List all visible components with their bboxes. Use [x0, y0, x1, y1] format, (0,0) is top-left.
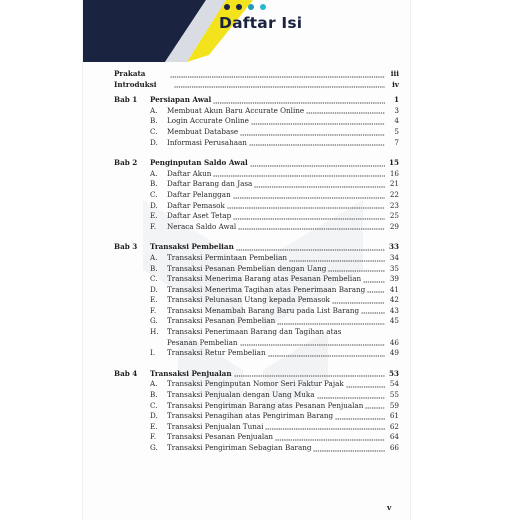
toc-item-page: 41 [389, 284, 399, 294]
toc-item-page: 34 [389, 252, 399, 262]
toc-chapter-row [114, 242, 399, 253]
toc-leader [233, 218, 385, 220]
toc-item-title: Membuat Akun Baru Accurate Online [167, 105, 305, 115]
toc-item-row-cont [114, 338, 399, 349]
toc-item-letter: A. [150, 168, 158, 178]
toc-item-title: Informasi Perusahaan [167, 137, 247, 147]
toc-prelim-label: Introduksi [114, 79, 157, 89]
toc-chapter-number: Bab 1 [114, 95, 138, 105]
dot-4 [260, 4, 266, 10]
toc-leader [250, 165, 385, 167]
page-number: v [387, 503, 392, 512]
toc-item-letter: F. [150, 305, 157, 315]
toc-item-title: Membuat Database [167, 126, 239, 136]
toc-item-letter: A. [150, 379, 158, 389]
dot-2 [236, 4, 242, 10]
toc-item-title: Transaksi Menerima Tagihan atas Penerimaan Barang [167, 284, 366, 294]
toc-item-title: Login Accurate Online [167, 116, 249, 126]
table-of-contents [114, 69, 399, 459]
toc-item-letter: F. [150, 221, 157, 231]
toc-item-title: Daftar Aset Tetap [167, 211, 232, 221]
toc-item-row [114, 432, 399, 443]
toc-gap [114, 454, 399, 459]
toc-prelim-row [114, 80, 399, 91]
toc-item-letter: A. [150, 252, 158, 262]
toc-item-letter: C. [150, 400, 158, 410]
toc-item-letter: C. [150, 126, 158, 136]
toc-item-title: Transaksi Pengiriman Sebagian Barang [167, 443, 312, 452]
toc-item-letter: E. [150, 295, 158, 305]
toc-leader [335, 418, 385, 420]
toc-item-page: 4 [394, 116, 399, 126]
header-dots [224, 4, 266, 10]
toc-item-row [114, 411, 399, 422]
toc-leader [213, 102, 385, 104]
toc-item-title: Daftar Barang dan Jasa [167, 179, 253, 189]
toc-item-letter: D. [150, 411, 158, 421]
toc-item-row [114, 401, 399, 412]
toc-item-title: Daftar Pemasok [167, 200, 225, 210]
toc-item-page: 64 [389, 432, 399, 442]
toc-item-row [114, 127, 399, 138]
toc-chapter-number: Bab 2 [114, 158, 138, 168]
toc-item-row [114, 379, 399, 390]
toc-item-page: 5 [394, 126, 399, 136]
toc-item-row [114, 327, 399, 338]
toc-item-letter: E. [150, 211, 158, 221]
toc-item-title: Transaksi Penjualan Tunai [167, 421, 264, 431]
toc-item-title: Transaksi Pelunasan Utang kepada Pemasok [167, 295, 330, 305]
toc-item-title: Transaksi Penginputan Nomor Seri Faktur Pajak [167, 379, 344, 389]
toc-chapter-page: 53 [388, 368, 399, 378]
toc-item-title: Transaksi Penerimaan Barang dan Tagihan atas [167, 327, 342, 337]
toc-item-row [114, 306, 399, 317]
toc-item-page: 54 [389, 379, 399, 389]
toc-chapter-row [114, 158, 399, 169]
toc-prelim-label: Prakata [114, 69, 146, 78]
toc-chapter-row [114, 95, 399, 106]
toc-item-page: 35 [389, 263, 399, 273]
toc-leader [240, 344, 385, 346]
toc-item-row [114, 106, 399, 117]
toc-item-row [114, 190, 399, 201]
toc-item-letter: G. [150, 443, 158, 452]
toc-item-title: Transaksi Retur Pembelian [167, 348, 266, 358]
toc-item-page: 7 [394, 137, 399, 147]
toc-item-page: 45 [389, 316, 399, 326]
toc-item-row [114, 201, 399, 212]
toc-prelim-page: iv [392, 79, 399, 89]
dot-1 [224, 4, 230, 10]
toc-item-title: Transaksi Menambah Barang Baru pada List Barang [167, 305, 360, 315]
toc-item-title: Neraca Saldo Awal [167, 221, 237, 231]
toc-item-letter: B. [150, 263, 158, 273]
toc-leader [365, 407, 385, 409]
toc-item-row [114, 179, 399, 190]
toc-leader [249, 144, 385, 146]
toc-item-title: Daftar Akun [167, 168, 212, 178]
toc-leader [275, 439, 385, 441]
toc-leader [254, 186, 385, 188]
toc-chapter-number: Bab 3 [114, 242, 138, 252]
toc-chapter-page: 33 [388, 242, 399, 252]
toc-leader [213, 175, 385, 177]
toc-item-row [114, 264, 399, 275]
toc-item-title: Transaksi Permintaan Pembelian [167, 252, 288, 262]
toc-item-page: 42 [389, 295, 399, 305]
toc-chapter-title: Persiapan Awal [150, 95, 212, 105]
toc-item-page: 23 [389, 200, 399, 210]
toc-item-page: 66 [389, 443, 399, 452]
toc-item-page: 59 [389, 400, 399, 410]
toc-item-letter: C. [150, 274, 158, 284]
toc-leader [313, 450, 385, 452]
toc-item-title: Transaksi Menerima Barang atas Pesanan Pembelian [167, 274, 362, 284]
toc-item-letter: B. [150, 179, 158, 189]
toc-item-letter: B. [150, 390, 158, 400]
toc-item-row [114, 443, 399, 454]
toc-item-title: Transaksi Pesanan Pembelian [167, 316, 276, 326]
toc-item-row [114, 285, 399, 296]
toc-leader [289, 260, 385, 262]
toc-chapter-row [114, 369, 399, 380]
toc-item-letter: F. [150, 432, 157, 442]
toc-leader [170, 76, 385, 78]
toc-leader [251, 123, 385, 125]
toc-item-row [114, 116, 399, 127]
toc-item-row [114, 316, 399, 327]
toc-item-title: Daftar Pelanggan [167, 189, 231, 199]
toc-chapter-page: 1 [393, 95, 399, 105]
toc-item-page: 29 [389, 221, 399, 231]
toc-item-title: Transaksi Penagihan atas Pengiriman Barang [167, 411, 334, 421]
toc-item-row [114, 274, 399, 285]
toc-item-row [114, 253, 399, 264]
toc-leader [174, 86, 386, 88]
toc-item-letter: A. [150, 105, 158, 115]
toc-leader [367, 291, 385, 293]
toc-leader [268, 355, 385, 357]
toc-item-letter: I. [150, 348, 156, 358]
dot-3 [248, 4, 254, 10]
toc-item-title: Transaksi Pesanan Penjualan [167, 432, 274, 442]
toc-item-title: Transaksi Pengiriman Barang atas Pesanan Penjualan [167, 400, 364, 410]
toc-leader [361, 312, 385, 314]
page-title: Daftar Isi [219, 14, 303, 32]
toc-item-row [114, 211, 399, 222]
toc-chapter-page: 15 [388, 158, 399, 168]
toc-item-letter: D. [150, 200, 158, 210]
toc-item-letter: B. [150, 116, 158, 126]
toc-item-row [114, 348, 399, 359]
toc-chapter-title: Transaksi Penjualan [150, 368, 232, 378]
toc-item-row [114, 222, 399, 233]
toc-item-page: 61 [389, 411, 399, 421]
toc-item-page: 55 [389, 390, 399, 400]
toc-leader [317, 397, 385, 399]
toc-chapter-title: Penginputan Saldo Awal [150, 158, 248, 168]
toc-leader [306, 112, 385, 114]
toc-item-row [114, 295, 399, 306]
toc-item-row [114, 169, 399, 180]
toc-item-page: 62 [389, 421, 399, 431]
toc-item-title-cont: Pesanan Pembelian [167, 337, 238, 347]
toc-leader [363, 281, 385, 283]
toc-leader [234, 375, 385, 377]
toc-prelim-page: iii [390, 69, 399, 78]
toc-item-letter: C. [150, 189, 158, 199]
toc-leader [277, 323, 385, 325]
toc-leader [240, 134, 385, 136]
toc-chapter-title: Transaksi Pembelian [150, 242, 234, 252]
toc-item-page: 3 [394, 105, 399, 115]
toc-item-row [114, 422, 399, 433]
toc-item-letter: H. [150, 327, 159, 337]
toc-item-page: 21 [389, 179, 399, 189]
toc-prelim-row [114, 69, 399, 80]
toc-item-page: 46 [389, 337, 399, 347]
toc-item-letter: D. [150, 284, 158, 294]
toc-leader [332, 302, 385, 304]
toc-item-title: Transaksi Penjualan dengan Uang Muka [167, 390, 315, 400]
toc-leader [236, 249, 385, 251]
toc-item-letter: G. [150, 316, 158, 326]
toc-item-title: Transaksi Pesanan Pembelian dengan Uang [167, 263, 327, 273]
toc-item-page: 16 [389, 168, 399, 178]
toc-leader [346, 386, 385, 388]
toc-item-row [114, 138, 399, 149]
toc-leader [227, 207, 385, 209]
toc-item-page: 39 [389, 274, 399, 284]
book-page [83, 0, 410, 520]
toc-leader [238, 228, 385, 230]
toc-leader [328, 270, 385, 272]
toc-item-page: 25 [389, 211, 399, 221]
toc-item-row [114, 390, 399, 401]
toc-leader [265, 428, 385, 430]
toc-item-page: 49 [389, 348, 399, 358]
toc-item-page: 43 [389, 305, 399, 315]
toc-chapter-number: Bab 4 [114, 368, 138, 378]
toc-item-letter: D. [150, 137, 158, 147]
toc-item-letter: E. [150, 421, 158, 431]
toc-item-page: 22 [389, 189, 399, 199]
toc-leader [233, 197, 385, 199]
